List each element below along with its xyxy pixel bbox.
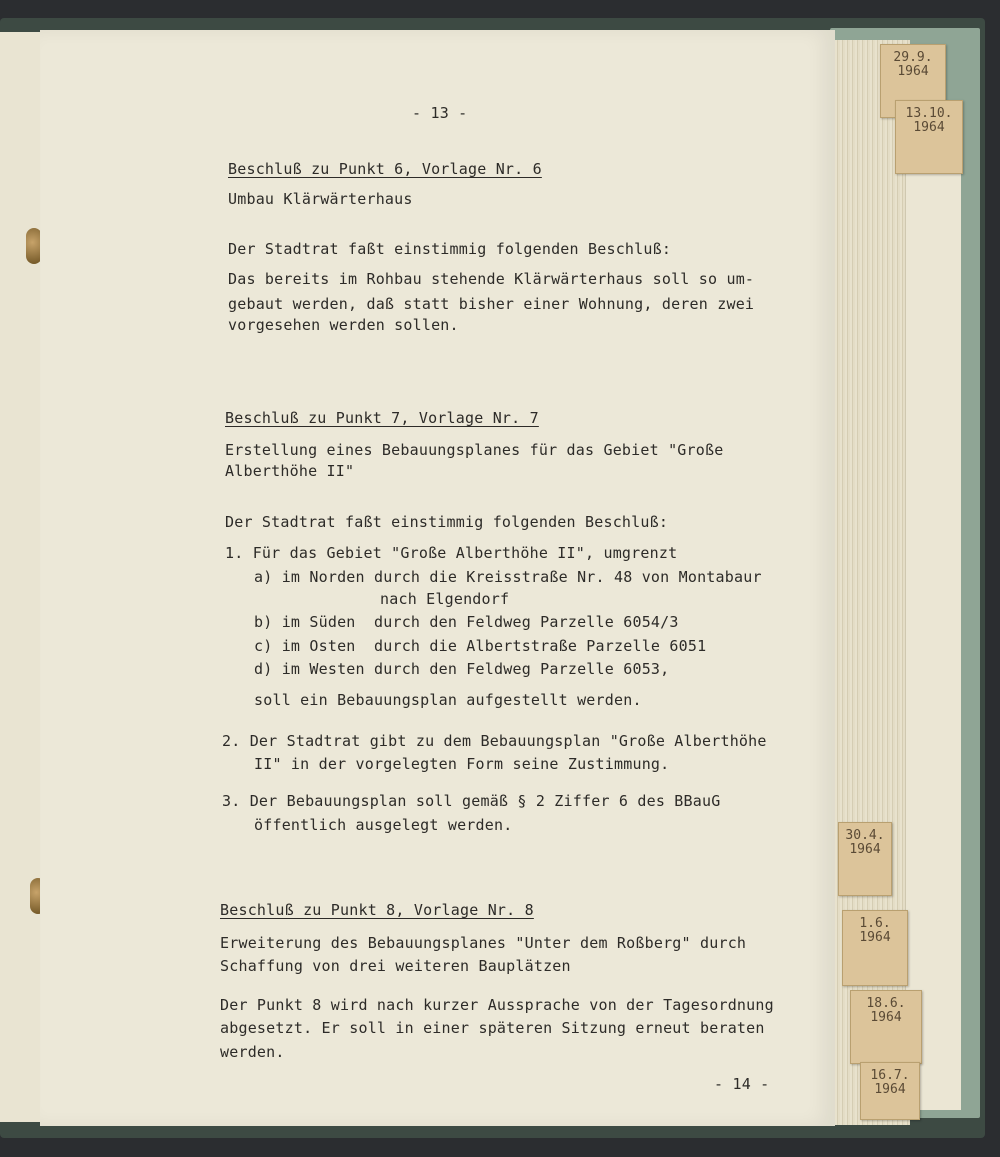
date-tab[interactable]: 30.4. 1964: [838, 822, 892, 896]
section6-body-line: vorgesehen werden sollen.: [228, 316, 459, 334]
section7-heading: Beschluß zu Punkt 7, Vorlage Nr. 7: [225, 409, 539, 427]
section7-item2-line: II" in der vorgelegten Form seine Zustimmung.: [254, 755, 670, 773]
section7-bound-line: nach Elgendorf: [380, 590, 510, 608]
page-number-top: - 13 -: [412, 104, 468, 122]
section7-item3-line: 3. Der Bebauungsplan soll gemäß § 2 Ziffer 6 des BBauG: [222, 792, 721, 810]
date-tab[interactable]: 13.10. 1964: [895, 100, 963, 174]
left-page-edge: [0, 32, 42, 1122]
section8-body-line: abgesetzt. Er soll in einer späteren Sitzung erneut beraten: [220, 1019, 765, 1037]
section8-heading: Beschluß zu Punkt 8, Vorlage Nr. 8: [220, 901, 534, 919]
date-tab[interactable]: 18.6. 1964: [850, 990, 922, 1064]
section7-bound-line: d) im Westen durch den Feldweg Parzelle 6053,: [254, 660, 670, 678]
section7-item1: 1. Für das Gebiet "Große Alberthöhe II", umgrenzt: [225, 544, 678, 562]
section6-intro: Der Stadtrat faßt einstimmig folgenden Beschluß:: [228, 240, 672, 258]
section7-intro: Der Stadtrat faßt einstimmig folgenden Beschluß:: [225, 513, 669, 531]
date-tab[interactable]: 16.7. 1964: [860, 1062, 920, 1120]
date-tab[interactable]: 1.6. 1964: [842, 910, 908, 986]
section7-item1-conclusion: soll ein Bebauungsplan aufgestellt werden.: [254, 691, 642, 709]
section7-bound-line: c) im Osten durch die Albertstraße Parzelle 6051: [254, 637, 707, 655]
section6-body-line: Das bereits im Rohbau stehende Klärwärterhaus soll so um-: [228, 270, 755, 288]
section7-subject-line: Alberthöhe II": [225, 462, 355, 480]
section6-subject: Umbau Klärwärterhaus: [228, 190, 413, 208]
section7-item2-line: 2. Der Stadtrat gibt zu dem Bebauungsplan "Große Alberthöhe: [222, 732, 767, 750]
section7-item3-line: öffentlich ausgelegt werden.: [254, 816, 513, 834]
inserted-sheet: [905, 150, 961, 1110]
section8-body-line: Der Punkt 8 wird nach kurzer Aussprache von der Tagesordnung: [220, 996, 774, 1014]
section8-subject-line: Schaffung von drei weiteren Bauplätzen: [220, 957, 571, 975]
section8-body-line: werden.: [220, 1043, 285, 1061]
section7-bound-line: b) im Süden durch den Feldweg Parzelle 6054/3: [254, 613, 679, 631]
date-tab[interactable]: 29.9. 1964: [880, 44, 946, 118]
section7-subject-line: Erstellung eines Bebauungsplanes für das Gebiet "Große: [225, 441, 724, 459]
section7-bound-line: a) im Norden durch die Kreisstraße Nr. 48 von Montabaur: [254, 568, 762, 586]
section6-body-line: gebaut werden, daß statt bisher einer Wohnung, deren zwei: [228, 295, 755, 313]
section8-subject-line: Erweiterung des Bebauungsplanes "Unter dem Roßberg" durch: [220, 934, 747, 952]
section6-heading: Beschluß zu Punkt 6, Vorlage Nr. 6: [228, 160, 542, 178]
page-number-bottom: - 14 -: [714, 1075, 770, 1093]
